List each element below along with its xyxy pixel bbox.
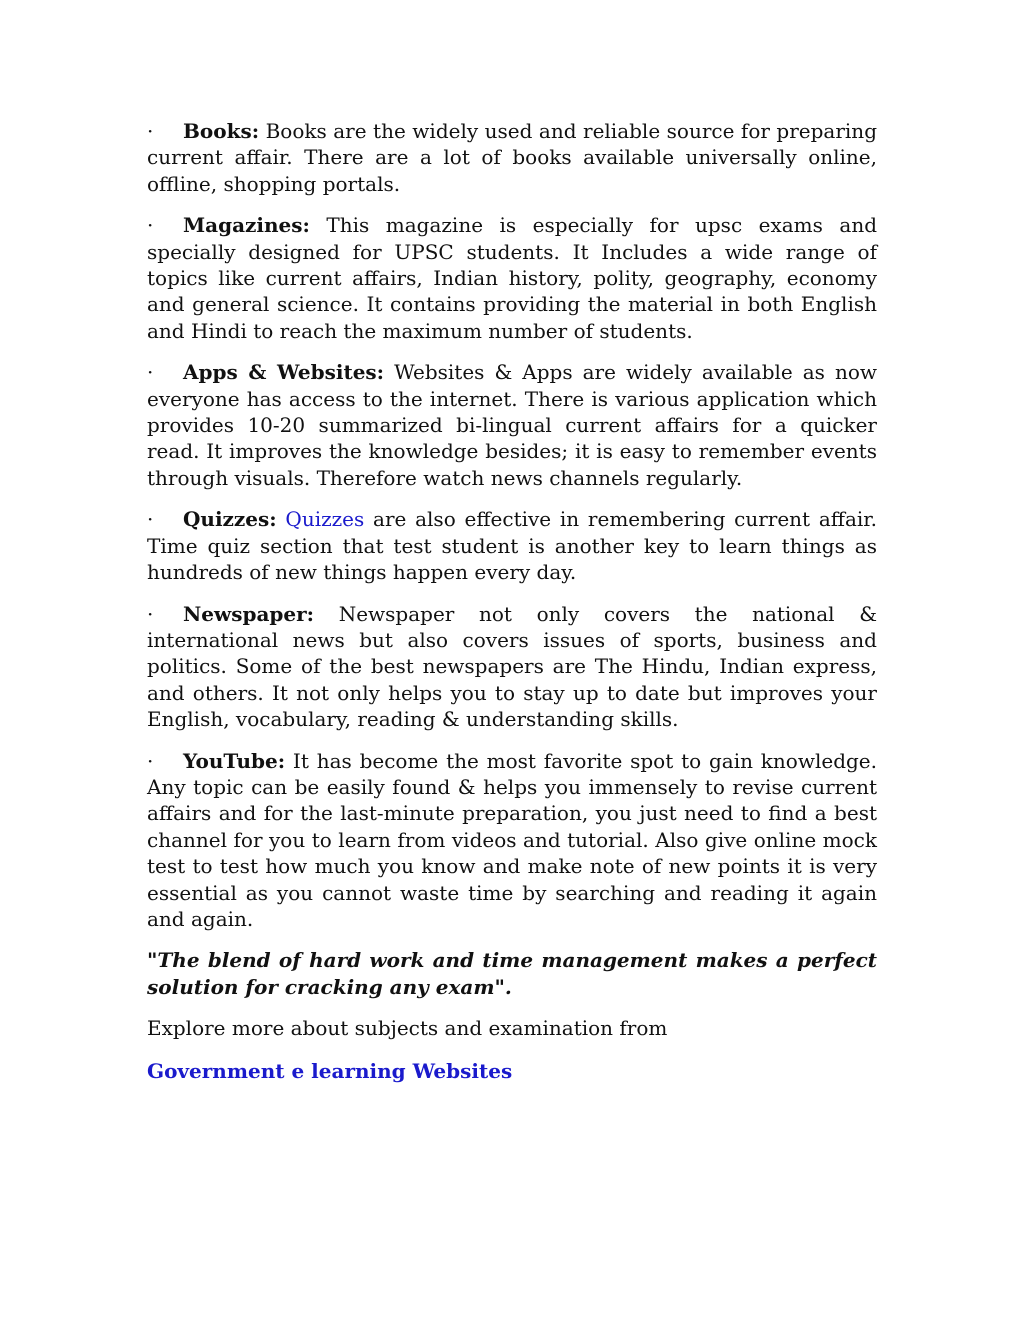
term-youtube: YouTube: xyxy=(183,748,286,773)
bullet-dot: · xyxy=(147,748,154,773)
explore-text: Explore more about subjects and examination from xyxy=(147,1016,668,1041)
bullet-newspaper-text: Newspaper not only covers the national & international news but also covers issues of sports, business and politics. Some of the best newspapers are The Hindu, Indian express, and others. It not only helps you to stay up to date but improves your English, vocabulary, reading & understanding skills. xyxy=(147,601,877,732)
document-body xyxy=(147,118,877,1099)
bullet-newspaper xyxy=(147,601,877,733)
bullet-apps-websites-text: Websites & Apps are widely available as now everyone has access to the internet. There is various application which provides 10-20 summarized bi-lingual current affairs for a quicker read. It improves the knowledge besides; it is easy to remember events through visuals. Therefore watch news channels regularly. xyxy=(147,360,877,490)
term-apps-websites: Apps & Websites: xyxy=(183,360,385,385)
bullet-youtube xyxy=(147,748,877,933)
bullet-quizzes xyxy=(147,506,877,585)
bullet-magazines-text: This magazine is especially for upsc exams and specially designed for UPSC students. It Includes a wide range of topics like current affairs, Indian history, polity, geography, economy and general science. It contains providing the material in both English and Hindi to reach the maximum number of students. xyxy=(147,213,877,343)
bullet-quizzes-text: are also effective in remembering current affair. Time quiz section that test student is another key to learn things as hundreds of new things happen every day. xyxy=(147,507,878,585)
bullet-dot: · xyxy=(147,119,154,143)
term-magazines: Magazines: xyxy=(183,213,310,238)
bullet-apps-websites xyxy=(147,359,877,491)
closing-quote: "The blend of hard work and time management makes a perfect solution for cracking any exam". xyxy=(147,948,877,999)
bullet-dot: · xyxy=(147,213,154,238)
term-newspaper: Newspaper: xyxy=(183,601,315,626)
government-e-learning-link[interactable]: Government e learning Websites xyxy=(147,1058,513,1083)
bullet-magazines xyxy=(147,212,877,344)
term-books: Books: xyxy=(183,119,260,143)
quizzes-link[interactable]: Quizzes xyxy=(285,507,365,532)
bullet-dot: · xyxy=(147,507,154,532)
bullet-books xyxy=(147,118,877,197)
term-quizzes: Quizzes: xyxy=(183,507,277,532)
bullet-dot: · xyxy=(147,360,154,385)
bullet-youtube-text: It has become the most favorite spot to gain knowledge. Any topic can be easily found & helps you immensely to revise current affairs and for the last-minute preparation, you just need to find a best channel for you to learn from videos and tutorial. Also give online mock test to test how much you know and make note of new points it is very essential as you cannot waste time by searching and reading it again and again. xyxy=(147,748,877,931)
bullet-dot: · xyxy=(147,601,154,626)
bullet-books-text: Books are the widely used and reliable source for preparing current affair. There are a lot of books available universally online, offline, shopping portals. xyxy=(147,119,877,196)
